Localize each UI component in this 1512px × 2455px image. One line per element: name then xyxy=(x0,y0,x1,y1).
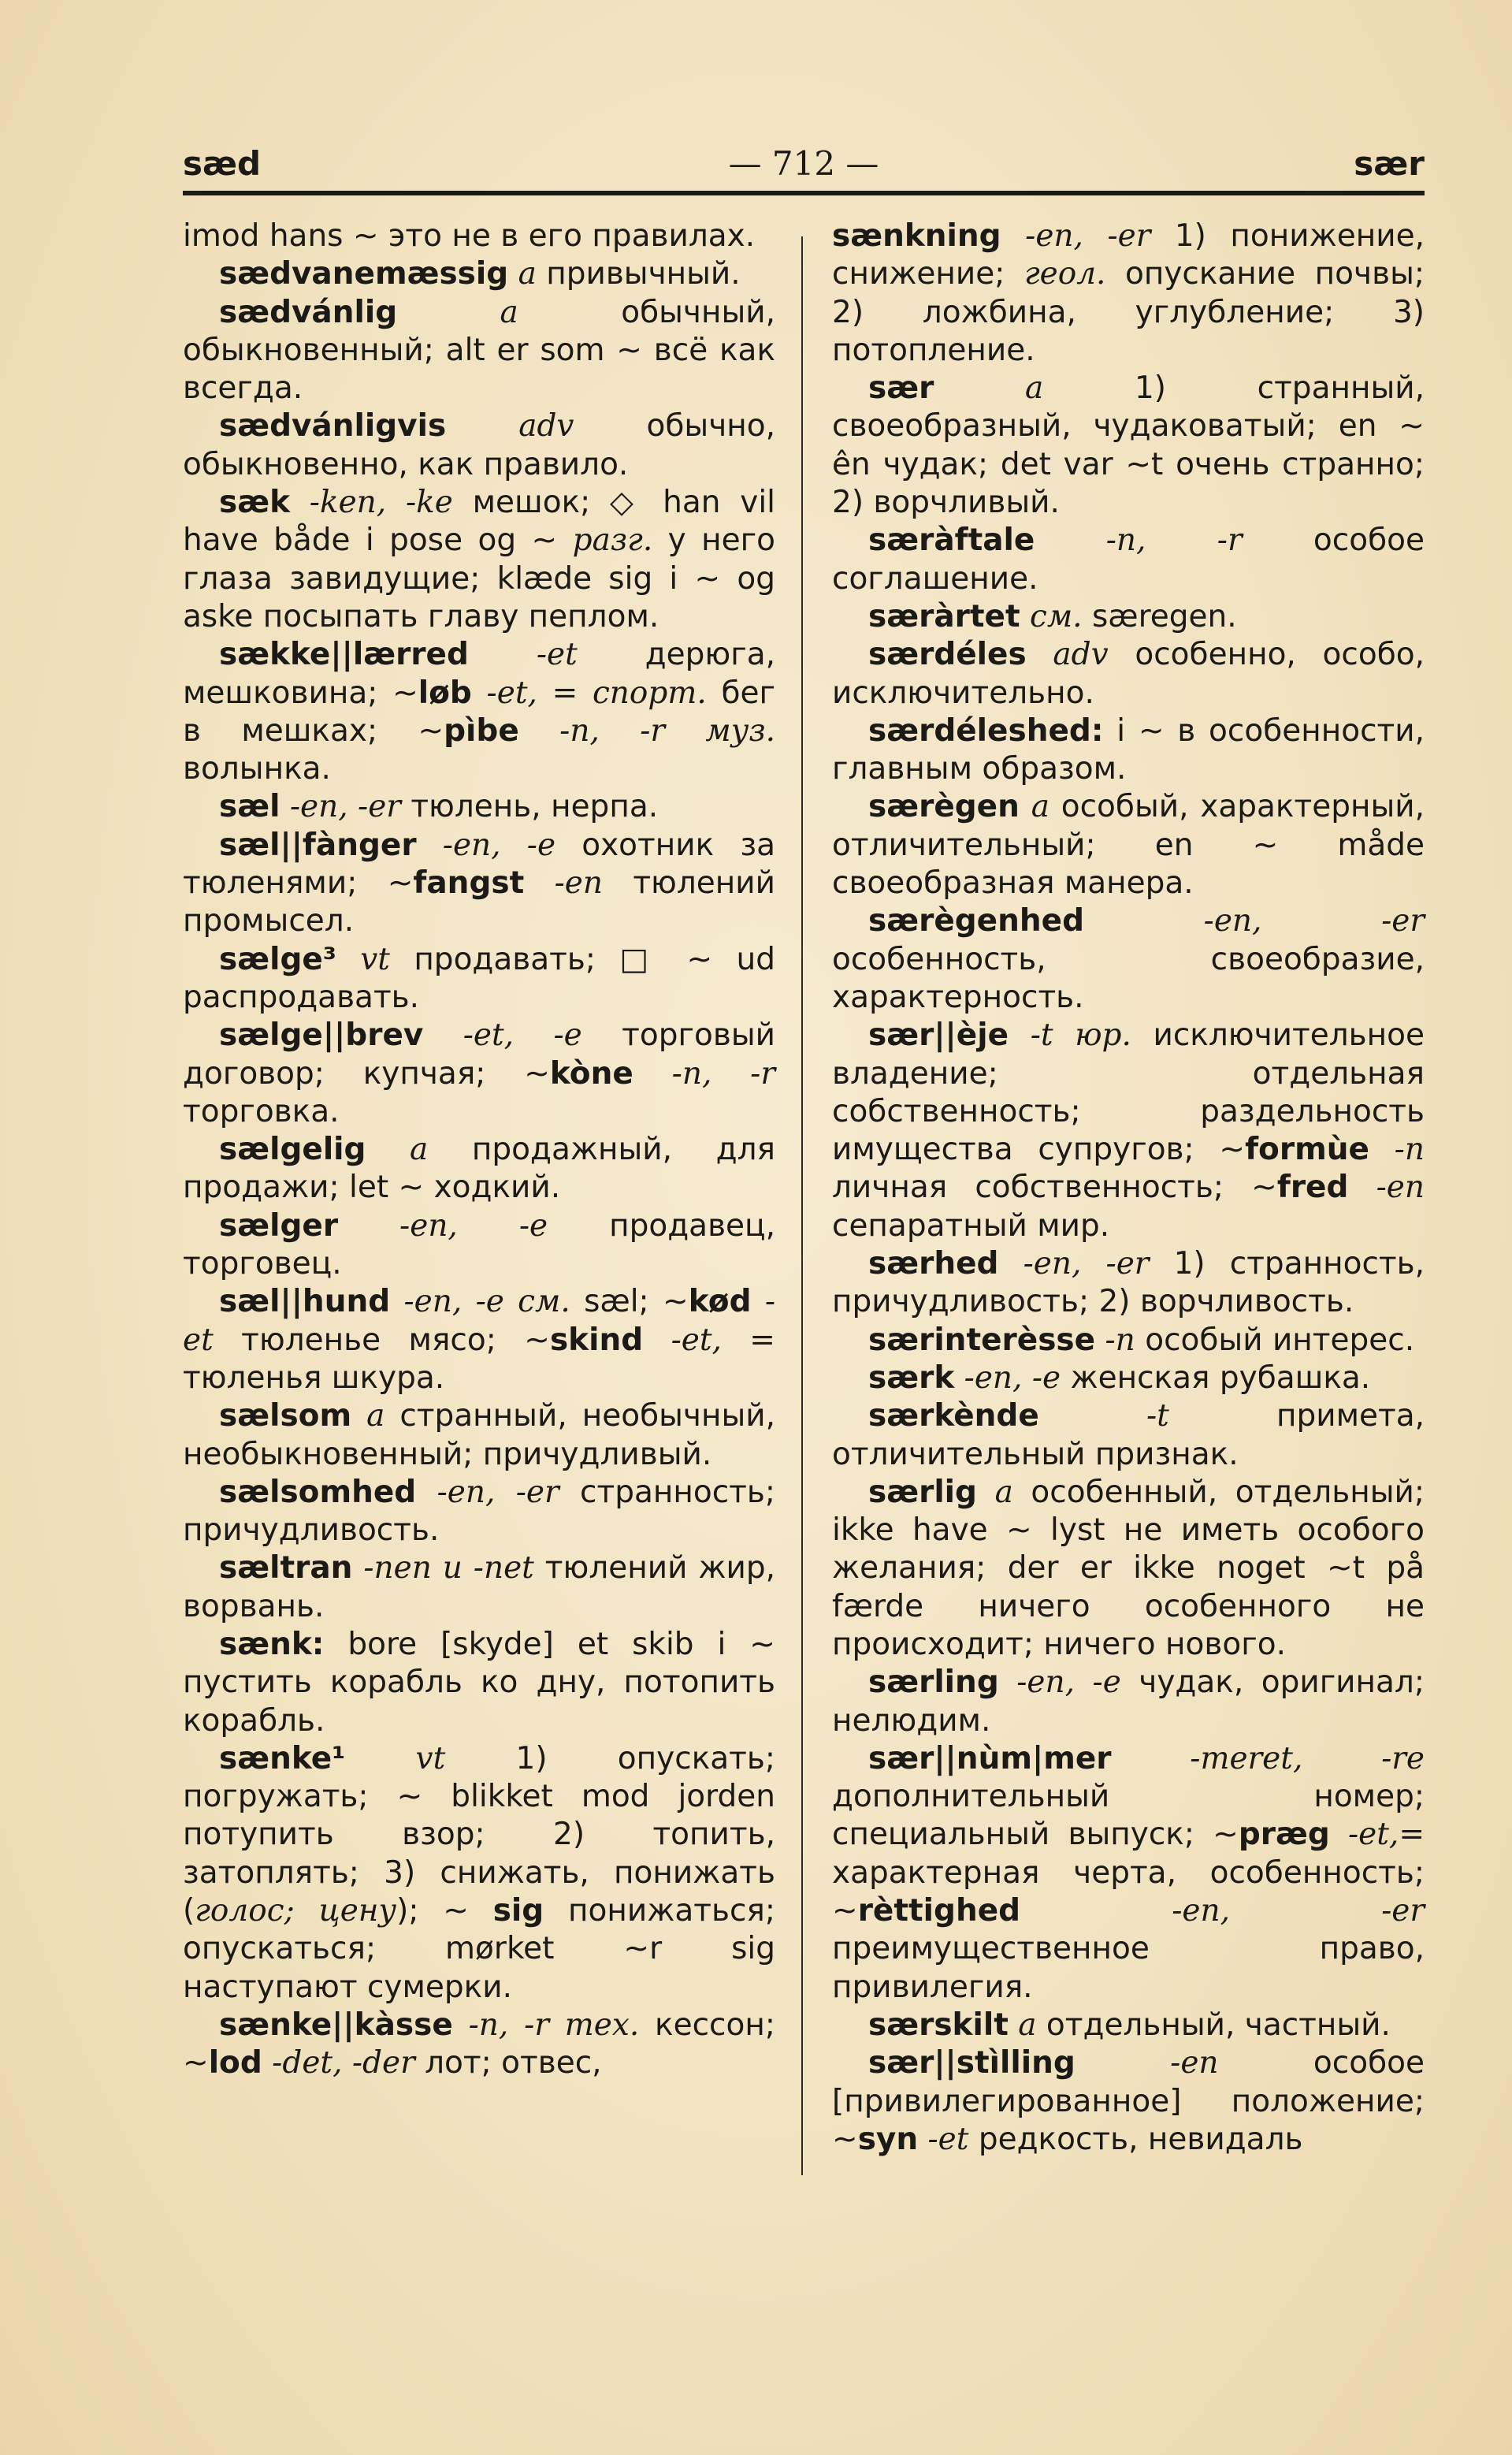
definition-text: imod hans ~ это не в его правилах. xyxy=(183,218,756,254)
definition-text: особое [привилегированное] положение; ~ xyxy=(832,2045,1425,2157)
definition-text: особый, характерный, отличительный; en ~ måde своеобразная манера. xyxy=(832,789,1425,902)
dictionary-entry xyxy=(183,484,775,636)
dictionary-entry xyxy=(832,1322,1425,1360)
definition-text: сепаратный мир. xyxy=(832,1207,1110,1244)
definition-text: лот; отвес, xyxy=(414,2045,602,2081)
definition-text: исключительное владение; отдельная собственность; раздельность имущества супругов; ~ xyxy=(832,1017,1425,1168)
grammar-note: -n, -r муз. xyxy=(518,712,775,749)
grammar-note: геол. xyxy=(1023,256,1106,292)
headword: sælsom xyxy=(219,1398,352,1434)
dictionary-entry xyxy=(183,827,775,941)
definition-text: 1) понижение, снижение; xyxy=(832,218,1425,292)
grammar-note: -n xyxy=(1095,1322,1135,1358)
definition-text: тюленья шкура. xyxy=(183,1360,445,1396)
dictionary-entry xyxy=(183,1626,775,1740)
dictionary-entry xyxy=(832,2044,1425,2159)
dictionary-entry xyxy=(183,2007,775,2083)
dictionary-entry xyxy=(183,1474,775,1550)
definition-text: примета, отличительный признак. xyxy=(832,1398,1425,1472)
grammar-note: -en, -er xyxy=(998,1246,1150,1282)
grammar-note: -et, = xyxy=(643,1322,775,1358)
grammar-note: -en, -er xyxy=(1020,1893,1425,1929)
headword: særàrtet xyxy=(868,598,1020,634)
definition-text: охотник за тюленями; ~ xyxy=(183,827,775,902)
definition-text: обычно, обыкновенно, как правило. xyxy=(183,408,775,482)
headword: fangst xyxy=(413,865,525,902)
dictionary-entry xyxy=(183,941,775,1017)
headword: sæl xyxy=(219,789,280,825)
headword: særdéles xyxy=(868,637,1027,673)
grammar-note: a xyxy=(397,294,518,330)
grammar-note: -en, -er xyxy=(1084,903,1425,939)
definition-text: ); ~ xyxy=(396,1893,493,1929)
headword: særkènde xyxy=(868,1398,1039,1434)
grammar-note: a xyxy=(508,256,537,292)
dictionary-entry xyxy=(183,1131,775,1207)
grammar-note: a xyxy=(1008,2007,1037,2043)
headword: sænke||kàsse xyxy=(219,2007,453,2043)
headword: særk xyxy=(868,1360,955,1396)
dictionary-entry xyxy=(832,522,1425,598)
headword: sænk: xyxy=(219,1626,325,1662)
grammar-note: -n, -r xyxy=(633,1055,775,1092)
grammar-note: -en, -er xyxy=(280,789,401,825)
left-guide-word: sæd xyxy=(183,144,262,183)
dictionary-entry xyxy=(183,1283,775,1397)
definition-text: тюлений промысел. xyxy=(183,865,775,939)
headword: præg xyxy=(1238,1817,1330,1853)
headword: sæl||hund xyxy=(219,1284,391,1320)
dictionary-entry xyxy=(832,1017,1425,1245)
dictionary-entry xyxy=(832,1474,1425,1664)
dictionary-entry xyxy=(183,788,775,826)
definition-text: у него глаза завидущие; klæde sig i ~ og aske посыпать главу пеплом. xyxy=(183,523,775,634)
grammar-note: -en, -e см. xyxy=(390,1284,570,1320)
grammar-note: -en, -e xyxy=(416,827,556,863)
definition-text: 1) странность, причудливость; 2) ворчливость. xyxy=(832,1246,1425,1320)
headword: sælsomhed xyxy=(219,1474,417,1510)
definition-text: женская рубашка. xyxy=(1061,1360,1371,1396)
headword: sæl||fànger xyxy=(219,827,417,863)
grammar-note: -n, -r тех. xyxy=(452,2007,640,2043)
grammar-note: -et xyxy=(468,637,578,673)
headword: sær||stìlling xyxy=(868,2045,1075,2081)
headword: sæk xyxy=(219,485,291,521)
headword: rèttighed xyxy=(857,1893,1021,1929)
left-column xyxy=(183,218,775,2235)
grammar-note: -et, = спорт. xyxy=(471,675,707,711)
definition-text: особое соглашение. xyxy=(832,523,1425,597)
headword: syn xyxy=(857,2121,919,2157)
dictionary-entry xyxy=(832,598,1425,636)
page-header xyxy=(183,140,1425,188)
headword: sær xyxy=(868,370,934,407)
grammar-note: -en, -e xyxy=(338,1207,548,1244)
definition-text: 1) опускать; погружать; ~ blikket mod jorden потупить взор; 2) топить, затоплять; 3) снижать, понижать ( xyxy=(183,1740,775,1929)
definition-text: продажный, для продажи; let ~ ходкий. xyxy=(183,1132,775,1206)
headword: sække||lærred xyxy=(219,637,469,673)
headword: sælge³ xyxy=(219,941,336,977)
dictionary-entry xyxy=(832,1740,1425,2007)
dictionary-entry xyxy=(183,255,775,293)
headword: sæltran xyxy=(219,1550,353,1586)
grammar-note: -en xyxy=(1075,2045,1219,2081)
definition-text: бег в мешках; ~ xyxy=(183,675,775,749)
definition-text: særegen. xyxy=(1082,598,1237,634)
dictionary-entry xyxy=(183,1017,775,1131)
grammar-note: -n xyxy=(1369,1132,1425,1168)
grammar-note: -en, -er xyxy=(1001,218,1151,254)
grammar-note: -en, -e xyxy=(998,1665,1121,1701)
definition-text: sæl; ~ xyxy=(570,1284,689,1320)
headword: sær||nùm|mer xyxy=(868,1740,1112,1776)
headword: sælge||brev xyxy=(219,1017,424,1054)
definition-text: тюлений жир, ворвань. xyxy=(183,1550,775,1624)
dictionary-entry xyxy=(183,407,775,484)
dictionary-entry xyxy=(183,294,775,408)
definition-text: преимущественное право, привилегия. xyxy=(832,1931,1425,2005)
dictionary-entry xyxy=(832,1245,1425,1322)
headword: særàftale xyxy=(868,523,1035,559)
headword: særinterèsse xyxy=(868,1322,1096,1358)
definition-text: продавать; □ ~ ud распродавать. xyxy=(183,941,776,1015)
grammar-note: голос; цену xyxy=(195,1893,397,1929)
dictionary-entry xyxy=(832,1664,1425,1740)
definition-text: личная собственность; ~ xyxy=(832,1170,1277,1206)
definition-text: тюлень, нерпа. xyxy=(400,789,659,825)
definition-text: особенно, особо, исключительно. xyxy=(832,637,1425,711)
definition-text: 1) странный, своеобразный, чудаковатый; en ~ ên чудак; det var ~t очень странно; 2) ворчливый. xyxy=(832,370,1425,521)
definition-text: bore [skyde] et skib i ~ пустить корабль ко дну, потопить корабль. xyxy=(183,1626,775,1739)
headword: sig xyxy=(492,1893,544,1929)
grammar-note: a xyxy=(366,1132,429,1168)
grammar-note: -t юр. xyxy=(1009,1017,1131,1054)
definition-text: обычный, обыкновенный; alt er som ~ всё как всегда. xyxy=(183,294,775,407)
grammar-note: adv xyxy=(1026,637,1109,673)
headword: sædvánligvis xyxy=(219,408,447,445)
header-rule xyxy=(183,191,1425,195)
definition-text: странный, необычный, необыкновенный; причудливый. xyxy=(183,1398,775,1472)
dictionary-entry xyxy=(832,1360,1425,1397)
dictionary-entry xyxy=(832,218,1425,370)
grammar-note: разг. xyxy=(572,523,653,559)
headword: formùe xyxy=(1245,1132,1369,1168)
dictionary-entry xyxy=(832,788,1425,902)
grammar-note: adv xyxy=(446,408,574,445)
definition-text: отдельный, частный. xyxy=(1036,2007,1391,2043)
headword: sænkning xyxy=(832,218,1001,254)
definition-text: кессон; ~ xyxy=(183,2007,775,2081)
dictionary-entry xyxy=(832,712,1425,789)
definition-text: понижаться; опускаться; mørket ~r sig наступают сумерки. xyxy=(183,1893,775,2005)
grammar-note: a xyxy=(934,370,1044,407)
dictionary-entry xyxy=(183,636,775,788)
headword: særskilt xyxy=(868,2007,1009,2043)
definition-text: дерюга, мешковина; ~ xyxy=(183,637,776,711)
headword: kòne xyxy=(549,1055,633,1092)
definition-text: продавец, торговец. xyxy=(183,1207,775,1282)
column-divider xyxy=(801,236,803,2175)
definition-text: особенный, отдельный; ikke have ~ lyst не иметь особого желания; der er ikke noget ~t på færde ничего особенного не происходит; ничего нового. xyxy=(832,1474,1425,1662)
headword: sælger xyxy=(219,1207,339,1244)
grammar-note: см. xyxy=(1020,598,1083,634)
headword: særdéleshed: xyxy=(868,712,1104,749)
right-column xyxy=(832,218,1425,2235)
definition-text: мешок; ◇ han vil have både i pose og ~ xyxy=(183,485,776,559)
headword: skind xyxy=(549,1322,644,1358)
headword: sænke¹ xyxy=(219,1740,346,1776)
grammar-note: -meret, -re xyxy=(1111,1740,1425,1776)
grammar-note: -et xyxy=(918,2121,969,2157)
grammar-note: -et, -e xyxy=(423,1017,582,1054)
grammar-note: -et xyxy=(183,1284,776,1358)
headword: sær||èje xyxy=(868,1017,1009,1054)
grammar-note: -en xyxy=(524,865,603,902)
headword: særègenhed xyxy=(868,903,1085,939)
definition-text: чудак, оригинал; нелюдим. xyxy=(832,1665,1425,1739)
definition-text: дополнительный номер; специальный выпуск; ~ xyxy=(832,1779,1425,1853)
definition-text: торговый договор; купчая; ~ xyxy=(183,1017,775,1092)
definition-text: редкость, невидаль xyxy=(968,2121,1303,2157)
grammar-note: -ken, -ke xyxy=(290,485,453,521)
grammar-note: a xyxy=(976,1474,1013,1510)
definition-text: опускание почвы; 2) ложбина, углубление; 3) потопление. xyxy=(832,256,1425,368)
grammar-note: -n, -r xyxy=(1035,523,1243,559)
right-guide-word: sær xyxy=(1354,144,1425,183)
headword: særlig xyxy=(868,1474,977,1510)
headword: sælgelig xyxy=(219,1132,366,1168)
grammar-note: -et,= xyxy=(1329,1817,1425,1853)
grammar-note: a xyxy=(351,1398,385,1434)
page-number: — 712 — xyxy=(728,144,879,183)
dictionary-entry xyxy=(832,370,1425,522)
dictionary-entry xyxy=(183,1740,775,2007)
grammar-note: -t xyxy=(1038,1398,1169,1434)
grammar-note: -nen u -net xyxy=(352,1550,534,1586)
headword: særling xyxy=(868,1665,999,1701)
dictionary-entry xyxy=(832,636,1425,712)
definition-text: тюленье мясо; ~ xyxy=(213,1322,550,1358)
grammar-note: -en, -er xyxy=(416,1474,559,1510)
grammar-note: -en xyxy=(1348,1170,1425,1206)
grammar-note: -en, -e xyxy=(954,1360,1061,1396)
dictionary-entry xyxy=(832,2007,1425,2044)
dictionary-entry xyxy=(183,218,775,255)
dictionary-entry xyxy=(832,902,1425,1017)
dictionary-entry xyxy=(183,1549,775,1626)
definition-text: характерная черта, особенность; ~ xyxy=(832,1854,1425,1929)
dictionary-entry xyxy=(183,1207,775,1284)
headword: særhed xyxy=(868,1246,999,1282)
definition-text: i ~ в особенности, главным образом. xyxy=(832,712,1425,787)
grammar-note: a xyxy=(1019,789,1049,825)
grammar-note: -det, -der xyxy=(262,2045,415,2081)
definition-text: торговка. xyxy=(183,1093,340,1129)
definition-text: странность; причудливость. xyxy=(183,1474,776,1549)
headword: fred xyxy=(1276,1170,1349,1206)
definition-text: волынка. xyxy=(183,751,331,787)
headword: kød xyxy=(688,1284,752,1320)
headword: sædvánlig xyxy=(219,294,398,330)
headword: lod xyxy=(208,2045,262,2081)
dictionary-entry xyxy=(183,1397,775,1474)
definition-text: особый интерес. xyxy=(1135,1322,1415,1358)
headword: løb xyxy=(418,675,472,711)
definition-text: особенность, своеобразие, характерность. xyxy=(832,941,1425,1015)
grammar-note: vt xyxy=(336,941,390,977)
headword: sædvanemæssig xyxy=(219,256,509,292)
headword: særègen xyxy=(868,789,1020,825)
definition-text: привычный. xyxy=(536,256,741,292)
grammar-note: vt xyxy=(345,1740,446,1776)
headword: pìbe xyxy=(444,712,519,749)
dictionary-entry xyxy=(832,1397,1425,1474)
